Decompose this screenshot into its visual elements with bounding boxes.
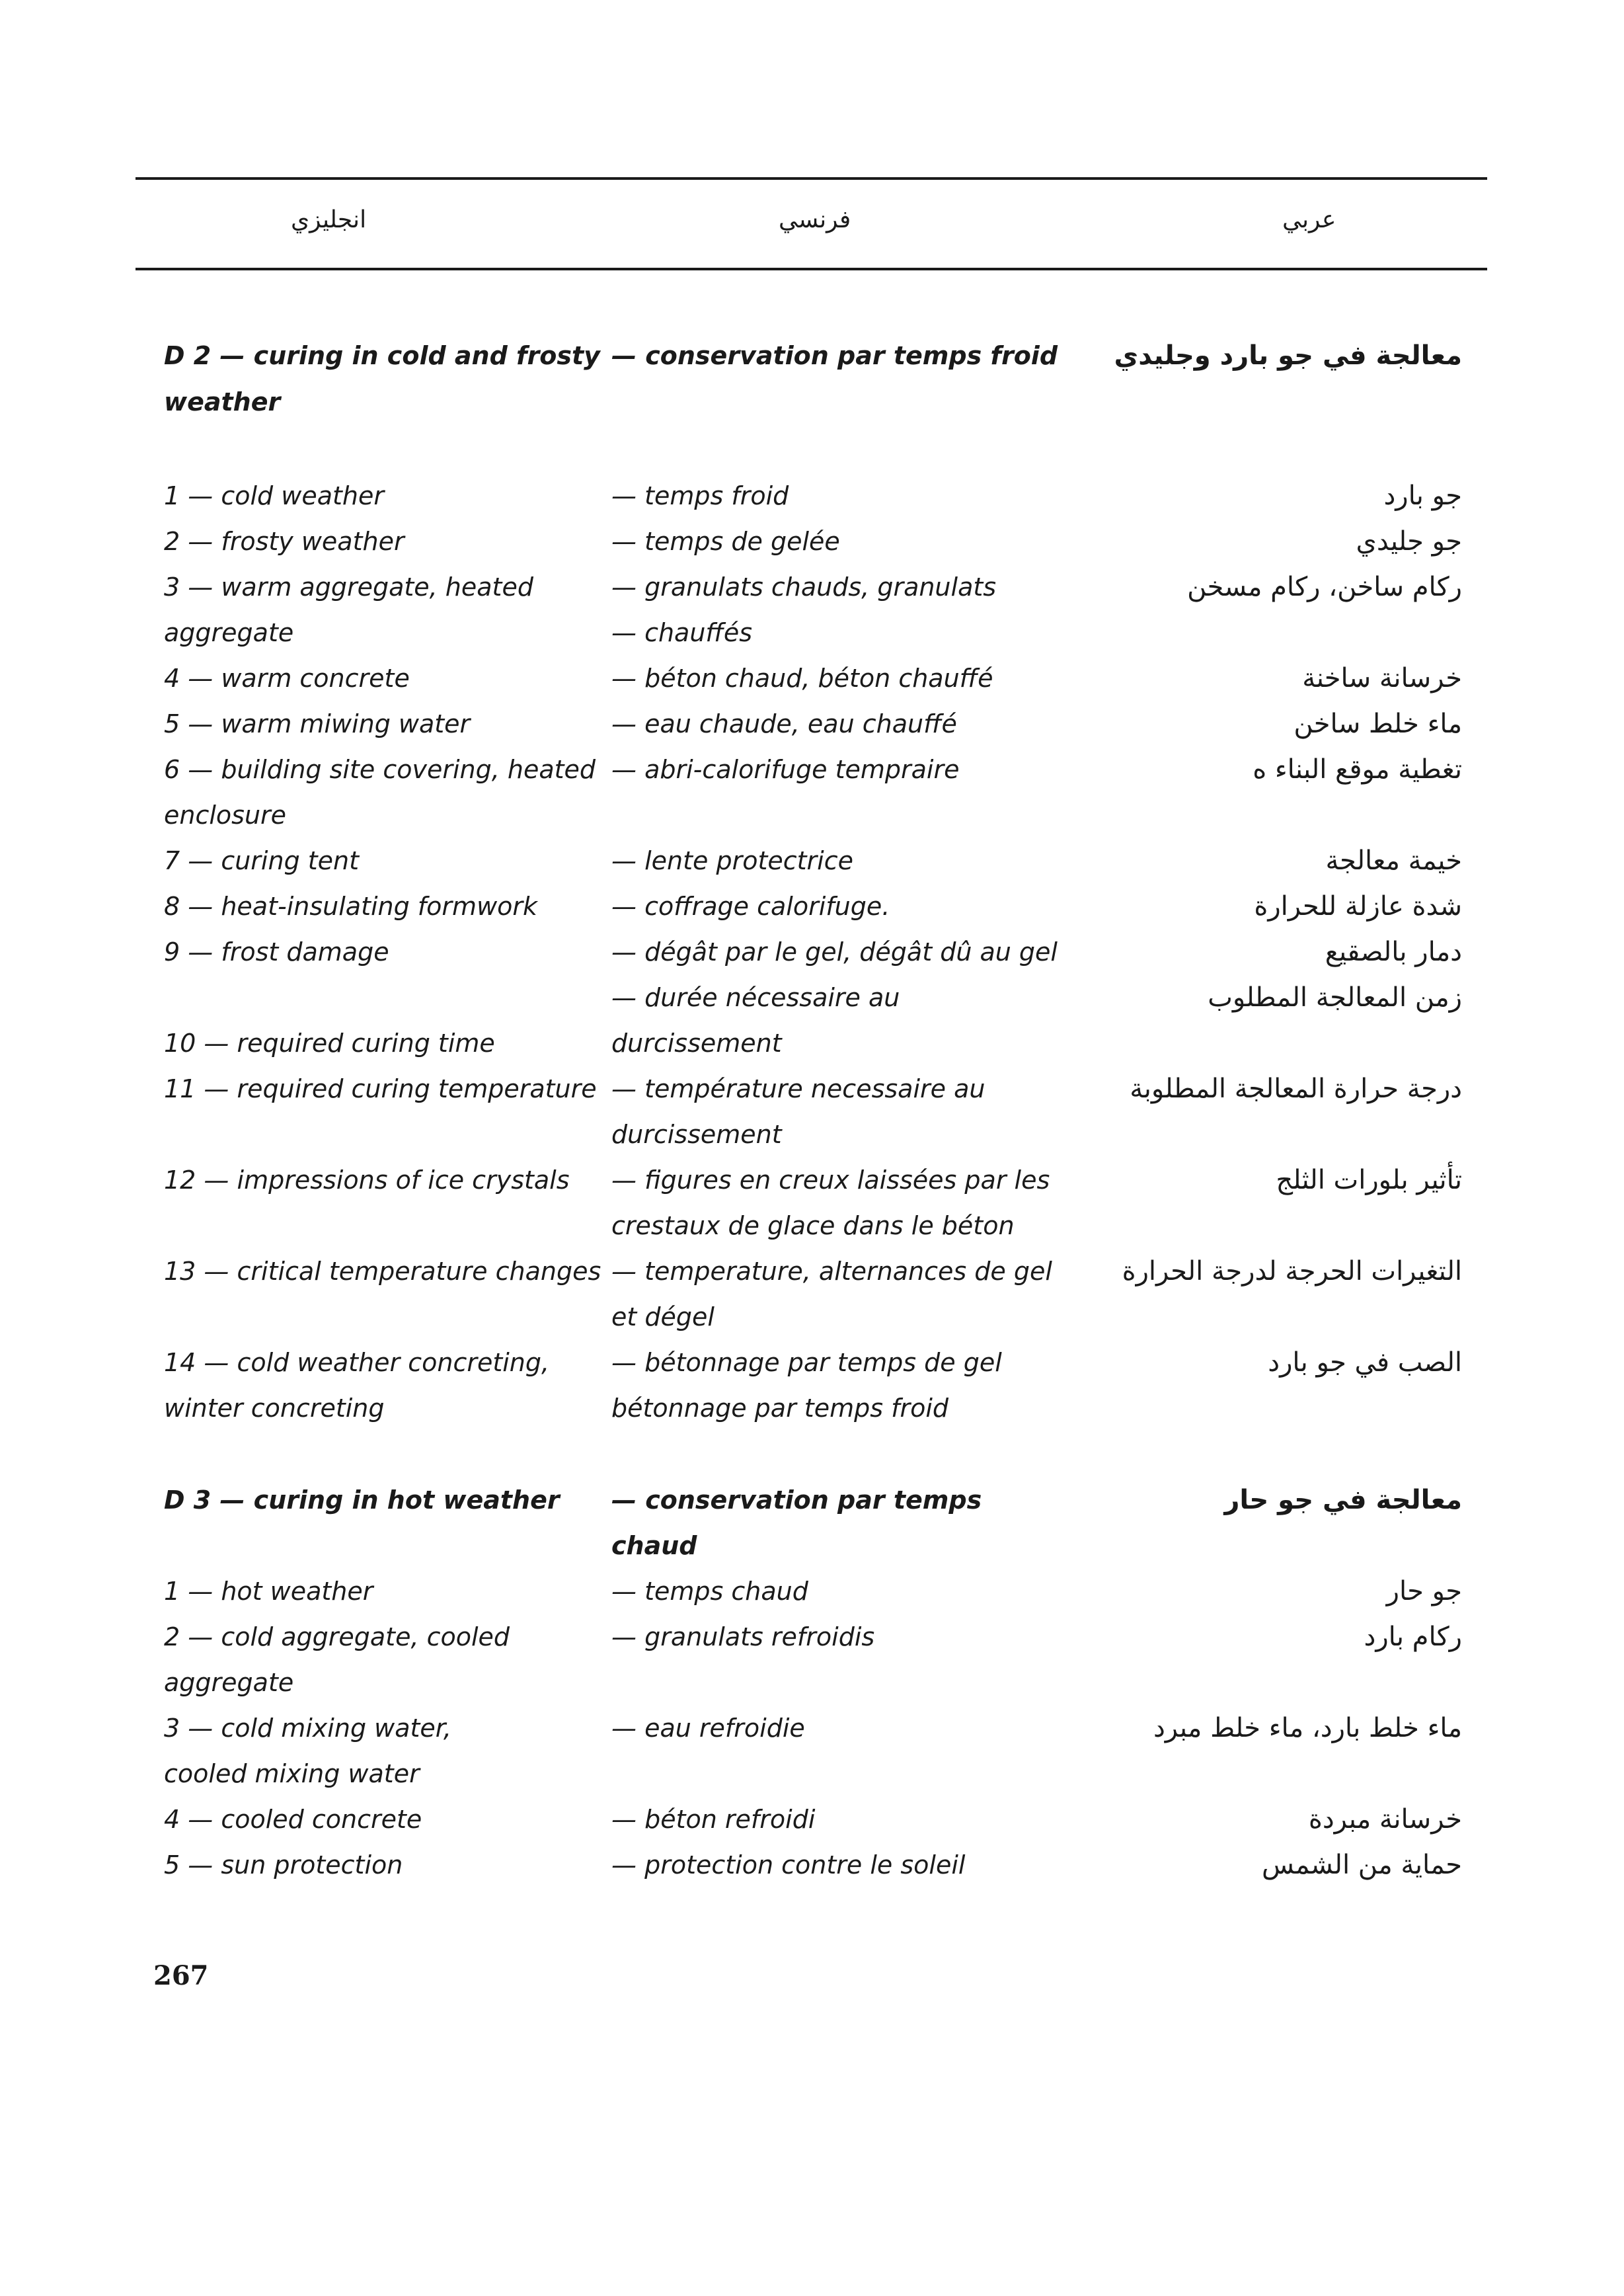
english-term: 13 — critical temperature changes (164, 1257, 601, 1286)
column-header-french: فرنسي (779, 206, 851, 233)
french-term: — eau refroidie (611, 1714, 805, 1743)
glossary-row (0, 1020, 1624, 1066)
arabic-term: تأثير بلورات الثلج (1276, 1165, 1462, 1195)
french-term: — chauffés (611, 618, 753, 647)
french-term: — température necessaire au (611, 1074, 986, 1103)
arabic-term: تغطية موقع البناء ه (1253, 754, 1462, 785)
french-term: — dégât par le gel, dégât dû au gel (611, 937, 1058, 967)
english-term: 3 — warm aggregate, heated (164, 573, 533, 602)
english-term: cooled mixing water (164, 1759, 420, 1788)
glossary-row (0, 1659, 1624, 1706)
english-term: 12 — impressions of ice crystals (164, 1166, 570, 1195)
french-term: crestaux de glace dans le béton (611, 1211, 1015, 1240)
english-term: 4 — warm concrete (164, 664, 410, 693)
glossary-row (0, 1203, 1624, 1249)
arabic-term: التغيرات الحرجة لدرجة الحرارة (1122, 1256, 1462, 1287)
glossary-row (0, 1111, 1624, 1158)
glossary-row (0, 929, 1624, 975)
arabic-term: معالجة في جو بارد وجليدي (1114, 340, 1462, 371)
french-term: — granulats chauds, granulats (611, 573, 997, 602)
french-term: et dégel (611, 1302, 715, 1331)
english-term: aggregate (164, 1668, 294, 1697)
french-term: — temps de gelée (611, 527, 840, 556)
glossary-row (0, 1705, 1624, 1751)
arabic-term: جو جليدي (1356, 526, 1462, 557)
english-term: D 2 — curing in cold and frosty (164, 341, 600, 370)
column-header-english: انجليزي (291, 206, 367, 233)
column-header-arabic: عربي (1282, 206, 1336, 233)
french-term: — béton chaud, béton chauffé (611, 664, 993, 693)
glossary-row (0, 746, 1624, 793)
arabic-term: خرسانة ساخنة (1302, 663, 1462, 693)
arabic-term: ماء خلط بارد، ماء خلط مبرد (1153, 1713, 1462, 1743)
english-term: D 3 — curing in hot weather (164, 1485, 560, 1515)
french-term: — protection contre le soleil (611, 1850, 966, 1880)
arabic-term: معالجة في جو حار (1224, 1485, 1462, 1515)
french-term: chaud (611, 1531, 697, 1560)
glossary-row (0, 1568, 1624, 1614)
french-term: — eau chaude, eau chauffé (611, 709, 957, 738)
french-term: bétonnage par temps froid (611, 1394, 949, 1423)
french-term: — temperature, alternances de gel (611, 1257, 1052, 1286)
arabic-term: ركام ساخن، ركام مسخن (1187, 572, 1462, 602)
english-term: aggregate (164, 618, 294, 647)
glossary-row (0, 1339, 1624, 1386)
arabic-term: خيمة معالجة (1325, 846, 1462, 876)
english-term: 11 — required curing temperature (164, 1074, 597, 1103)
section-heading-row (0, 1523, 1624, 1569)
english-term: enclosure (164, 801, 287, 830)
french-term: — conservation par temps froid (611, 341, 1058, 370)
arabic-term: خرسانة مبردة (1308, 1804, 1462, 1835)
arabic-term: درجة حرارة المعالجة المطلوبة (1130, 1074, 1462, 1104)
glossary-row (0, 701, 1624, 747)
french-term: — coffrage calorifuge. (611, 892, 890, 921)
glossary-row (0, 1157, 1624, 1203)
french-term: — béton refroidi (611, 1805, 816, 1834)
arabic-term: حماية من الشمس (1261, 1850, 1462, 1880)
french-term: — lente protectrice (611, 846, 853, 875)
english-term: 9 — frost damage (164, 937, 389, 967)
french-term: — figures en creux laissées par les (611, 1166, 1050, 1195)
arabic-term: جو بارد (1383, 481, 1462, 511)
arabic-term: ركام بارد (1364, 1622, 1462, 1652)
arabic-term: الصب في جو بارد (1268, 1347, 1462, 1378)
english-term: 10 — required curing time (164, 1029, 495, 1058)
french-term: — abri-calorifuge tempraire (611, 755, 960, 784)
glossary-row (0, 1294, 1624, 1340)
english-term: 5 — sun protection (164, 1850, 403, 1880)
english-term: 7 — curing tent (164, 846, 360, 875)
french-term: durcissement (611, 1120, 782, 1149)
french-term: — conservation par temps (611, 1485, 982, 1515)
glossary-row (0, 473, 1624, 519)
glossary-row (0, 564, 1624, 610)
header-bottom-rule (135, 268, 1487, 270)
english-term: 14 — cold weather concreting, (164, 1348, 550, 1377)
glossary-row (0, 1614, 1624, 1660)
arabic-term: ماء خلط ساخن (1294, 709, 1462, 739)
section-heading-row (0, 333, 1624, 379)
glossary-row (0, 1248, 1624, 1294)
french-term: — granulats refroidis (611, 1622, 875, 1651)
english-term: weather (164, 387, 281, 416)
french-term: durcissement (611, 1029, 782, 1058)
french-term: — temps froid (611, 481, 789, 510)
glossary-row (0, 792, 1624, 838)
header-top-rule (135, 177, 1487, 180)
english-term: 3 — cold mixing water, (164, 1714, 451, 1743)
english-term: 4 — cooled concrete (164, 1805, 422, 1834)
glossary-row (0, 1796, 1624, 1842)
glossary-row (0, 1385, 1624, 1431)
glossary-row (0, 655, 1624, 701)
english-term: 8 — heat-insulating formwork (164, 892, 538, 921)
english-term: winter concreting (164, 1394, 385, 1423)
glossary-row (0, 1842, 1624, 1888)
glossary-row (0, 1066, 1624, 1112)
glossary-row (0, 1751, 1624, 1797)
english-term: 6 — building site covering, heated (164, 755, 596, 784)
page-number: 267 (153, 1960, 209, 1991)
arabic-term: زمن المعالجة المطلوب (1208, 982, 1462, 1013)
english-term: 1 — cold weather (164, 481, 384, 510)
glossary-row (0, 610, 1624, 656)
glossary-row (0, 518, 1624, 565)
section-heading-row (0, 1477, 1624, 1523)
glossary-row (0, 974, 1624, 1021)
arabic-term: شدة عازلة للحرارة (1254, 891, 1462, 922)
french-term: — temps chaud (611, 1577, 808, 1606)
section-heading-row (0, 379, 1624, 425)
glossary-row (0, 883, 1624, 930)
english-term: 2 — frosty weather (164, 527, 405, 556)
english-term: 1 — hot weather (164, 1577, 373, 1606)
glossary-row (0, 838, 1624, 884)
english-term: 2 — cold aggregate, cooled (164, 1622, 510, 1651)
arabic-term: دمار بالصقيع (1325, 937, 1462, 967)
english-term: 5 — warm miwing water (164, 709, 471, 738)
french-term: — bétonnage par temps de gel (611, 1348, 1002, 1377)
french-term: — durée nécessaire au (611, 983, 900, 1012)
arabic-term: جو حار (1386, 1576, 1462, 1606)
